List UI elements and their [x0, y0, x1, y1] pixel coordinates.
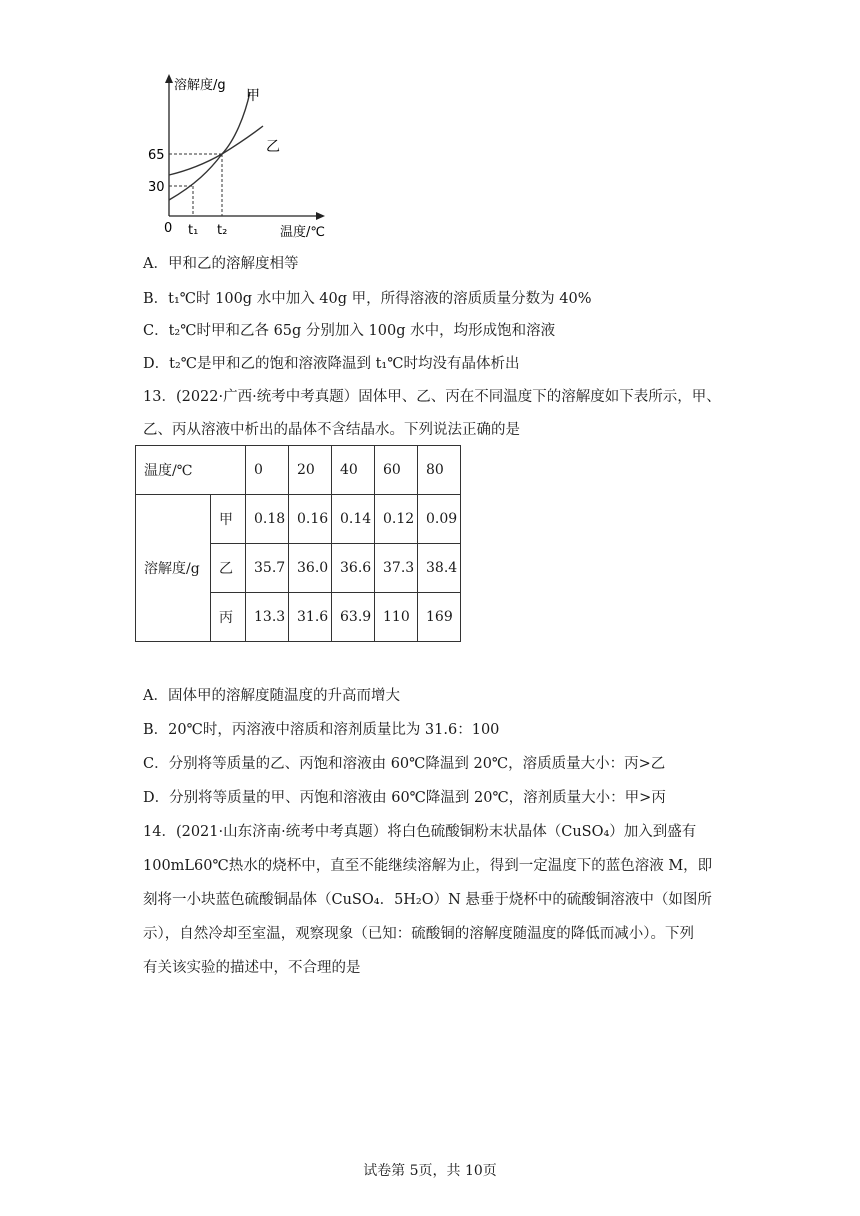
table-cell: 0: [246, 446, 289, 495]
table-cell: 63.9: [332, 593, 375, 642]
q14-stem-line5: 有关该实验的描述中，不合理的是: [143, 960, 361, 976]
x-axis-arrow: [316, 212, 325, 220]
curve-jia-label: 甲: [246, 88, 260, 104]
table-cell: 0.18: [246, 495, 289, 544]
table-cell: 36.6: [332, 544, 375, 593]
q14-stem-line4: 示），自然冷却至室温，观察现象（已知：硫酸铜的溶解度随温度的降低而减小）。下列: [143, 926, 694, 942]
origin-label: 0: [164, 221, 173, 236]
q13-option-a: A．固体甲的溶解度随温度的升高而增大: [143, 688, 400, 704]
table-cell: 乙: [211, 544, 246, 593]
table-cell: 甲: [211, 495, 246, 544]
table-cell: 110: [375, 593, 418, 642]
table-row: [136, 446, 461, 495]
q12-option-a: A．甲和乙的溶解度相等: [143, 256, 299, 272]
q12-option-d: D．t₂℃是甲和乙的饱和溶液降温到 t₁℃时均没有晶体析出: [143, 356, 520, 372]
table-cell: 35.7: [246, 544, 289, 593]
q13-option-c: C．分别将等质量的乙、丙饱和溶液由 60℃降温到 20℃，溶质质量大小：丙>乙: [143, 756, 666, 772]
solubility-curve-figure: [148, 70, 340, 240]
tick-30: 30: [148, 180, 165, 195]
table-cell: 38.4: [418, 544, 461, 593]
table-cell: 0.16: [289, 495, 332, 544]
y-axis-arrow: [165, 74, 173, 83]
q13-stem-line1: 13．(2022·广西·统考中考真题）固体甲、乙、丙在不同温度下的溶解度如下表所示，甲、: [143, 389, 721, 405]
table-cell: 0.09: [418, 495, 461, 544]
table-cell: 36.0: [289, 544, 332, 593]
x-axis-label: 温度/℃: [280, 225, 325, 240]
curve-yi-label: 乙: [266, 139, 280, 155]
table-cell: 37.3: [375, 544, 418, 593]
table-cell: 丙: [211, 593, 246, 642]
table-cell: 13.3: [246, 593, 289, 642]
t2-label: t₂: [217, 223, 228, 238]
y-axis-label: 溶解度/g: [174, 78, 226, 93]
table-cell: 0.12: [375, 495, 418, 544]
table-cell: 60: [375, 446, 418, 495]
table-cell: 0.14: [332, 495, 375, 544]
q14-stem-line2: 100mL60℃热水的烧杯中，直至不能继续溶解为止，得到一定温度下的蓝色溶液 M，即: [143, 858, 713, 874]
solubility-table: [135, 445, 461, 642]
q13-option-d: D．分别将等质量的甲、丙饱和溶液由 60℃降温到 20℃，溶剂质量大小：甲>丙: [143, 790, 666, 806]
table-row: [136, 495, 461, 544]
solubility-row-label: 溶解度/g: [136, 495, 211, 642]
temp-header-cell: 温度/℃: [136, 446, 246, 495]
table-cell: 31.6: [289, 593, 332, 642]
table-cell: 40: [332, 446, 375, 495]
q14-stem-line3: 刻将一小块蓝色硫酸铜晶体（CuSO₄．5H₂O）N 悬垂于烧杯中的硫酸铜溶液中（如图所: [143, 892, 712, 908]
curve-yi: [169, 126, 263, 175]
curve-jia: [169, 92, 250, 200]
table-cell: 169: [418, 593, 461, 642]
q14-stem-line1: 14．(2021·山东济南·统考中考真题）将白色硫酸铜粉末状晶体（CuSO₄）加入到盛有: [143, 824, 697, 840]
page-footer: 试卷第 5页，共 10页: [363, 1163, 497, 1179]
q12-option-b: B．t₁℃时 100g 水中加入 40g 甲，所得溶液的溶质质量分数为 40%: [143, 291, 592, 307]
q13-option-b: B．20℃时，丙溶液中溶质和溶剂质量比为 31.6：100: [143, 722, 500, 738]
q13-stem-line2: 乙、丙从溶液中析出的晶体不含结晶水。下列说法正确的是: [143, 422, 520, 438]
tick-65: 65: [148, 148, 165, 163]
t1-label: t₁: [188, 223, 199, 238]
table-cell: 80: [418, 446, 461, 495]
q12-option-c: C．t₂℃时甲和乙各 65g 分别加入 100g 水中，均形成饱和溶液: [143, 323, 556, 339]
table-cell: 20: [289, 446, 332, 495]
